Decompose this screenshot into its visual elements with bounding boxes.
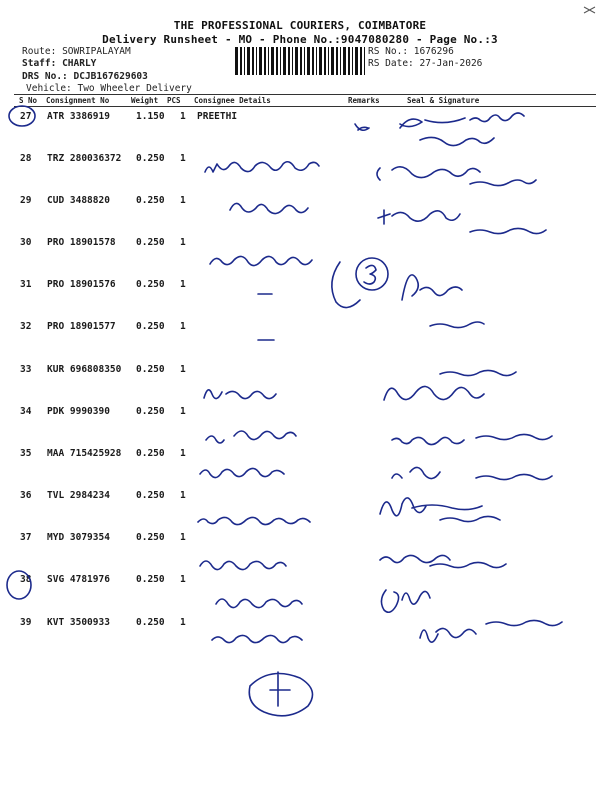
row-weight: 0.250	[136, 279, 165, 290]
row-consignment-no: MAA 715425928	[47, 448, 122, 459]
row-consignment-no: SVG 4781976	[47, 574, 110, 585]
barcode-bar	[331, 47, 334, 75]
staff-label: Staff:	[22, 58, 57, 69]
route-label: Route:	[22, 46, 57, 57]
table-row	[0, 237, 600, 279]
barcode-bar	[268, 47, 269, 75]
barcode-bar	[340, 47, 341, 75]
barcode-bar	[247, 47, 250, 75]
row-pcs: 1	[180, 195, 186, 206]
table-row	[0, 321, 600, 363]
barcode-bar	[319, 47, 322, 75]
runsheet-title: Delivery Runsheet - MO - Phone No.:9047080280 - Page No.:3	[102, 33, 498, 46]
table-row	[0, 532, 600, 574]
row-pcs: 1	[180, 574, 186, 585]
barcode-bar	[336, 47, 338, 75]
row-consignment-no: KUR 696808350	[47, 364, 122, 375]
row-sno: 31	[20, 279, 32, 290]
row-consignment-no: KVT 3500933	[47, 617, 110, 628]
barcode-bar	[259, 47, 262, 75]
row-sno: 30	[20, 237, 32, 248]
table-row	[0, 279, 600, 321]
table-row	[0, 195, 600, 237]
barcode-bar	[300, 47, 302, 75]
bottom-delivered-mark	[249, 672, 312, 716]
barcode-bar	[252, 47, 254, 75]
barcode-bar	[324, 47, 326, 75]
row-weight: 1.150	[136, 111, 165, 122]
col-seal-signature: Seal & Signature	[407, 96, 480, 105]
barcode-bar	[256, 47, 257, 75]
barcode-bar	[244, 47, 245, 75]
row-weight: 0.250	[136, 574, 165, 585]
row-sno: 38	[20, 574, 32, 585]
row-consignment-no: TRZ 280036372	[47, 153, 122, 164]
row-consignment-no: PRO 18901578	[47, 237, 116, 248]
row-weight: 0.250	[136, 406, 165, 417]
col-weight: Weight	[131, 96, 159, 105]
staff-value: CHARLY	[62, 58, 97, 69]
row-sno: 33	[20, 364, 32, 375]
row-weight: 0.250	[136, 321, 165, 332]
row-sno: 36	[20, 490, 32, 501]
header-top-rule	[14, 94, 596, 95]
staff-line	[22, 58, 96, 69]
corner-scan-mark	[583, 5, 597, 15]
route-line	[22, 46, 131, 57]
row-sno: 37	[20, 532, 32, 543]
row-consignment-no: ATR 3386919	[47, 111, 110, 122]
row-pcs: 1	[180, 153, 186, 164]
barcode-bar	[280, 47, 281, 75]
drs-label: DRS No.:	[22, 71, 68, 82]
barcode-bar	[316, 47, 317, 75]
drs-line	[22, 71, 148, 82]
row-sno: 32	[20, 321, 32, 332]
row-pcs: 1	[180, 364, 186, 375]
route-value: SOWRIPALAYAM	[62, 46, 131, 57]
row-consignment-no: PRO 18901577	[47, 321, 116, 332]
barcode-bar	[271, 47, 274, 75]
col-remarks: Remarks	[348, 96, 380, 105]
barcode-image	[235, 47, 365, 75]
barcode-bar	[360, 47, 362, 75]
col-pcs: PCS	[167, 96, 181, 105]
table-row	[0, 617, 600, 659]
company-title: THE PROFESSIONAL COURIERS, COIMBATORE	[173, 19, 427, 32]
barcode-bar	[364, 47, 365, 75]
barcode-bar	[352, 47, 353, 75]
row-weight: 0.250	[136, 490, 165, 501]
row-pcs: 1	[180, 111, 186, 122]
header-bottom-rule	[14, 106, 596, 107]
row-sno: 35	[20, 448, 32, 459]
barcode-bar	[355, 47, 358, 75]
row-weight: 0.250	[136, 364, 165, 375]
rs-date: RS Date: 27-Jan-2026	[368, 58, 483, 69]
row-pcs: 1	[180, 448, 186, 459]
table-row	[0, 490, 600, 532]
row-pcs: 1	[180, 490, 186, 501]
barcode-bar	[288, 47, 290, 75]
barcode-bar	[307, 47, 310, 75]
row-pcs: 1	[180, 279, 186, 290]
row-sno: 29	[20, 195, 32, 206]
col-consignee: Consignee Details	[194, 96, 271, 105]
barcode-bar	[343, 47, 346, 75]
barcode-bar	[235, 47, 238, 75]
row-weight: 0.250	[136, 617, 165, 628]
row-sno: 27	[20, 111, 32, 122]
table-row	[0, 448, 600, 490]
row-pcs: 1	[180, 237, 186, 248]
drs-value: DCJB167629603	[73, 71, 148, 82]
row-consignment-no: TVL 2984234	[47, 490, 110, 501]
row-sno: 39	[20, 617, 32, 628]
row-sno: 34	[20, 406, 32, 417]
row-consignment-no: PRO 18901576	[47, 279, 116, 290]
row-weight: 0.250	[136, 195, 165, 206]
table-row	[0, 364, 600, 406]
vehicle-line: Vehicle: Two Wheeler Delivery	[26, 83, 192, 94]
row-weight: 0.250	[136, 448, 165, 459]
barcode-bar	[312, 47, 314, 75]
row-weight: 0.250	[136, 237, 165, 248]
row-consignee: PREETHI	[197, 111, 238, 122]
table-row	[0, 153, 600, 195]
row-weight: 0.250	[136, 532, 165, 543]
row-consignment-no: PDK 9990390	[47, 406, 110, 417]
row-consignment-no: CUD 3488820	[47, 195, 110, 206]
barcode-bar	[348, 47, 350, 75]
col-consignment: Consignment No	[46, 96, 110, 105]
row-consignment-no: MYD 3079354	[47, 532, 110, 543]
row-weight: 0.250	[136, 153, 165, 164]
barcode-bar	[304, 47, 305, 75]
col-sno: S No	[19, 96, 38, 105]
row-sno: 28	[20, 153, 32, 164]
barcode-bar	[276, 47, 278, 75]
table-row	[0, 111, 600, 153]
row-pcs: 1	[180, 321, 186, 332]
barcode-bar	[264, 47, 266, 75]
barcode-bar	[240, 47, 242, 75]
table-row	[0, 574, 600, 616]
rs-number: RS No.: 1676296	[368, 46, 454, 57]
row-pcs: 1	[180, 617, 186, 628]
row-pcs: 1	[180, 532, 186, 543]
table-row	[0, 406, 600, 448]
row-pcs: 1	[180, 406, 186, 417]
barcode-bar	[292, 47, 293, 75]
barcode-bar	[328, 47, 329, 75]
barcode-bar	[295, 47, 298, 75]
barcode-bar	[283, 47, 286, 75]
